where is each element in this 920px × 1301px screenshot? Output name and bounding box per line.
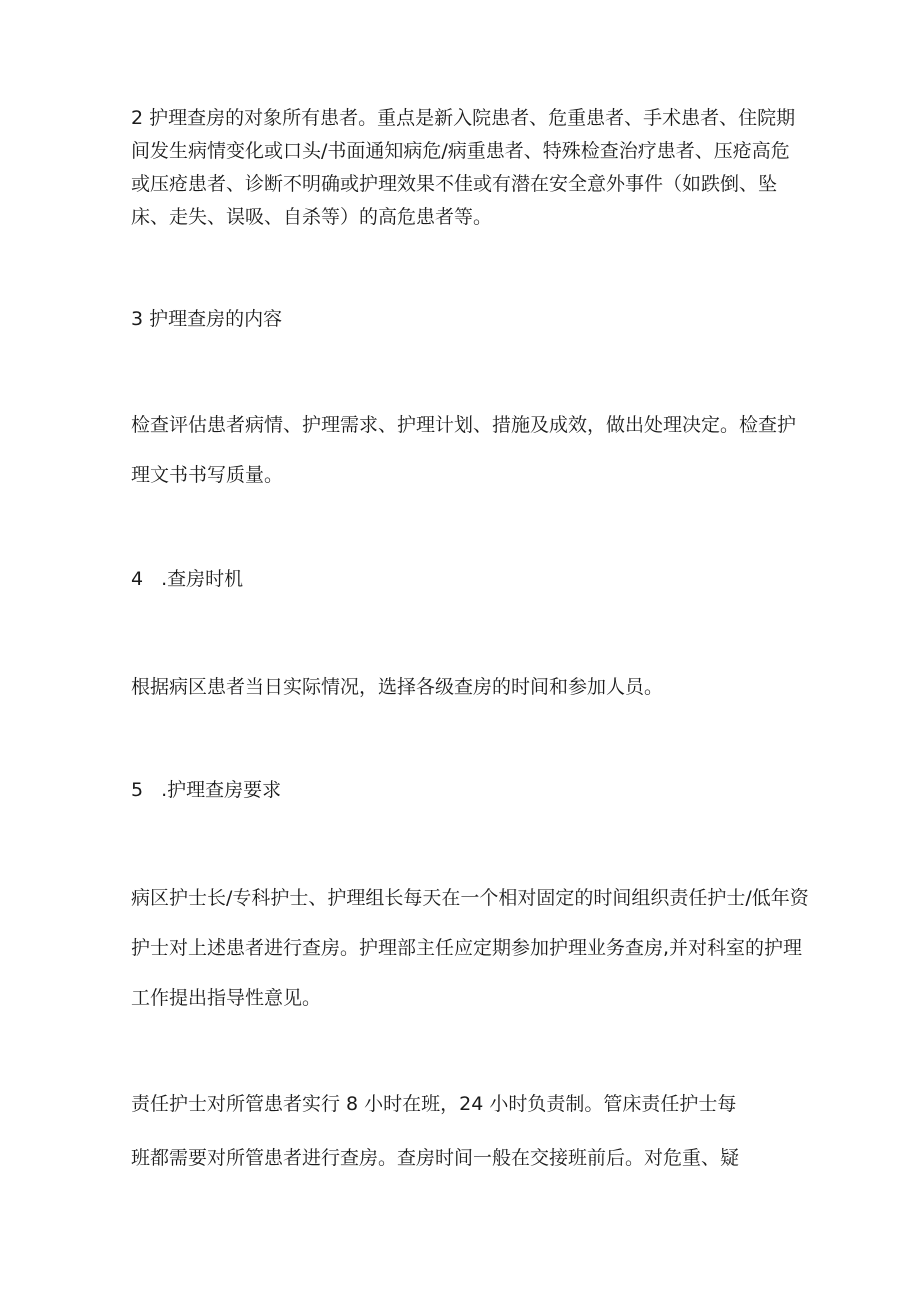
section2-line-3: 或压疮患者、诊断不明确或护理效果不佳或有潜在安全意外事件（如跌倒、坠 bbox=[131, 173, 778, 195]
section4-heading bbox=[131, 567, 243, 591]
section2-line-4: 床、走失、误吸、自杀等）的高危患者等。 bbox=[131, 206, 493, 228]
section3-line-2: 理文书书写质量。 bbox=[131, 464, 284, 486]
section4-heading-number: 4 bbox=[131, 568, 144, 590]
section3-heading: 3 护理查房的内容 bbox=[131, 308, 283, 330]
section4-line-1: 根据病区患者当日实际情况，选择各级查房的时间和参加人员。 bbox=[131, 676, 664, 698]
section4-heading-text: .查房时机 bbox=[161, 568, 244, 590]
section5-para1-line-3: 工作提出指导性意见。 bbox=[131, 987, 322, 1009]
section2-line-1: 2 护理查房的对象所有患者。重点是新入院患者、危重患者、手术患者、住院期 bbox=[131, 107, 796, 129]
section5-para2-line-1: 责任护士对所管患者实行 8 小时在班，24 小时负责制。管床责任护士每 bbox=[131, 1093, 737, 1115]
section5-heading-number: 5 bbox=[131, 779, 144, 801]
section5-para1-line-1: 病区护士长/专科护士、护理组长每天在一个相对固定的时间组织责任护士/低年资 bbox=[131, 887, 809, 909]
section3-line-1: 检查评估患者病情、护理需求、护理计划、措施及成效，做出处理决定。检查护 bbox=[131, 414, 797, 436]
section2-line-2: 间发生病情变化或口头/书面通知病危/病重患者、特殊检查治疗患者、压疮高危 bbox=[131, 140, 790, 162]
section5-heading bbox=[131, 778, 281, 802]
section5-para1-line-2: 护士对上述患者进行查房。护理部主任应定期参加护理业务查房,并对科室的护理 bbox=[131, 937, 803, 959]
section5-heading-text: .护理查房要求 bbox=[161, 779, 282, 801]
section5-para2-line-2: 班都需要对所管患者进行查房。查房时间一般在交接班前后。对危重、疑 bbox=[131, 1147, 740, 1169]
